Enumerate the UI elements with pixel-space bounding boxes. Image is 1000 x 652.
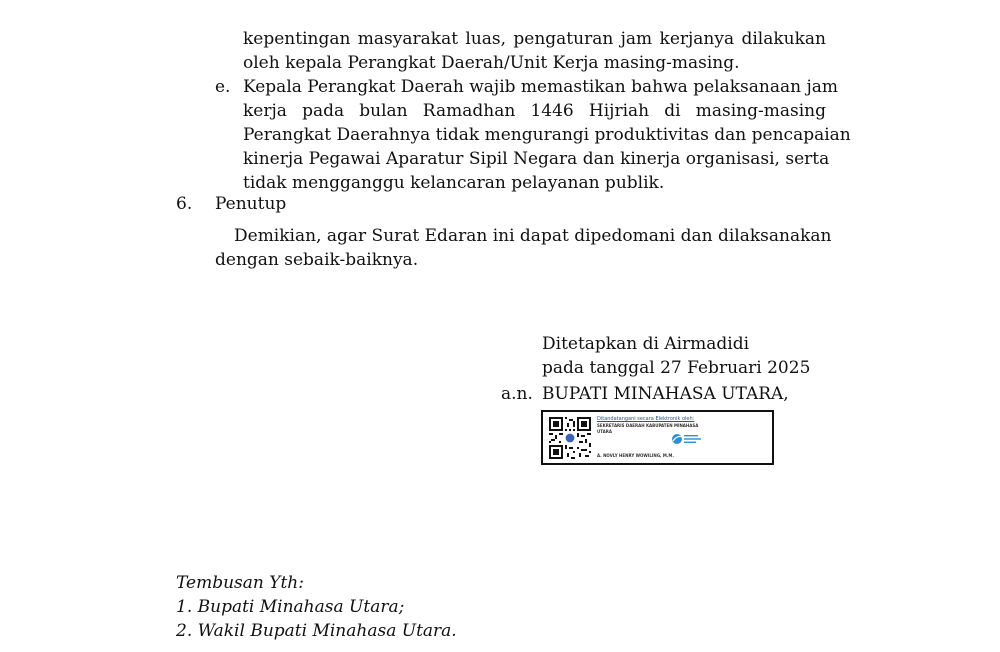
closing-paragraph-line: Demikian, agar Surat Edaran ini dapat dipedomani dan dilaksanakan — [234, 226, 832, 246]
signature-box-position: SEKRETARIS DAERAH KABUPATEN MINAHASA — [597, 423, 699, 428]
signature-box-position-cont: UTARA — [597, 429, 612, 434]
body-line: oleh kepala Perangkat Daerah/Unit Kerja masing-masing. — [243, 53, 740, 73]
tembusan-item: 1. Bupati Minahasa Utara; — [176, 597, 405, 617]
signature-an: a.n. — [501, 384, 533, 404]
tembusan-item: 2. Wakil Bupati Minahasa Utara. — [176, 621, 457, 641]
section-number: 6. — [176, 194, 193, 214]
electronic-signature-box — [541, 410, 774, 465]
signer-name: A. NOVLY HENRY WOWILING, M.M. — [597, 453, 674, 458]
body-line: Kepala Perangkat Daerah wajib memastikan bahwa pelaksanaan jam — [243, 77, 838, 97]
body-line: kerja pada bulan Ramadhan 1446 Hijriah di masing-masing — [243, 101, 826, 121]
body-line: kepentingan masyarakat luas, pengaturan jam kerjanya dilakukan — [243, 29, 826, 49]
bsre-logo-icon — [671, 432, 703, 446]
body-line: Perangkat Daerahnya tidak mengurangi produktivitas dan pencapaian — [243, 125, 851, 145]
signature-date: pada tanggal 27 Februari 2025 — [542, 358, 811, 378]
section-title: Penutup — [215, 194, 287, 214]
signature-box-caption: Ditandatangani secara Elektronik oleh: — [597, 416, 695, 422]
closing-paragraph-line: dengan sebaik-baiknya. — [215, 250, 419, 270]
body-line: kinerja Pegawai Aparatur Sipil Negara dan kinerja organisasi, serta — [243, 149, 830, 169]
body-line: tidak mengganggu kelancaran pelayanan publik. — [243, 173, 665, 193]
list-marker: e. — [215, 77, 231, 97]
signature-office: BUPATI MINAHASA UTARA, — [542, 384, 789, 404]
qr-code-icon — [549, 417, 591, 459]
signature-place: Ditetapkan di Airmadidi — [542, 334, 750, 354]
tembusan-title: Tembusan Yth: — [176, 573, 304, 593]
